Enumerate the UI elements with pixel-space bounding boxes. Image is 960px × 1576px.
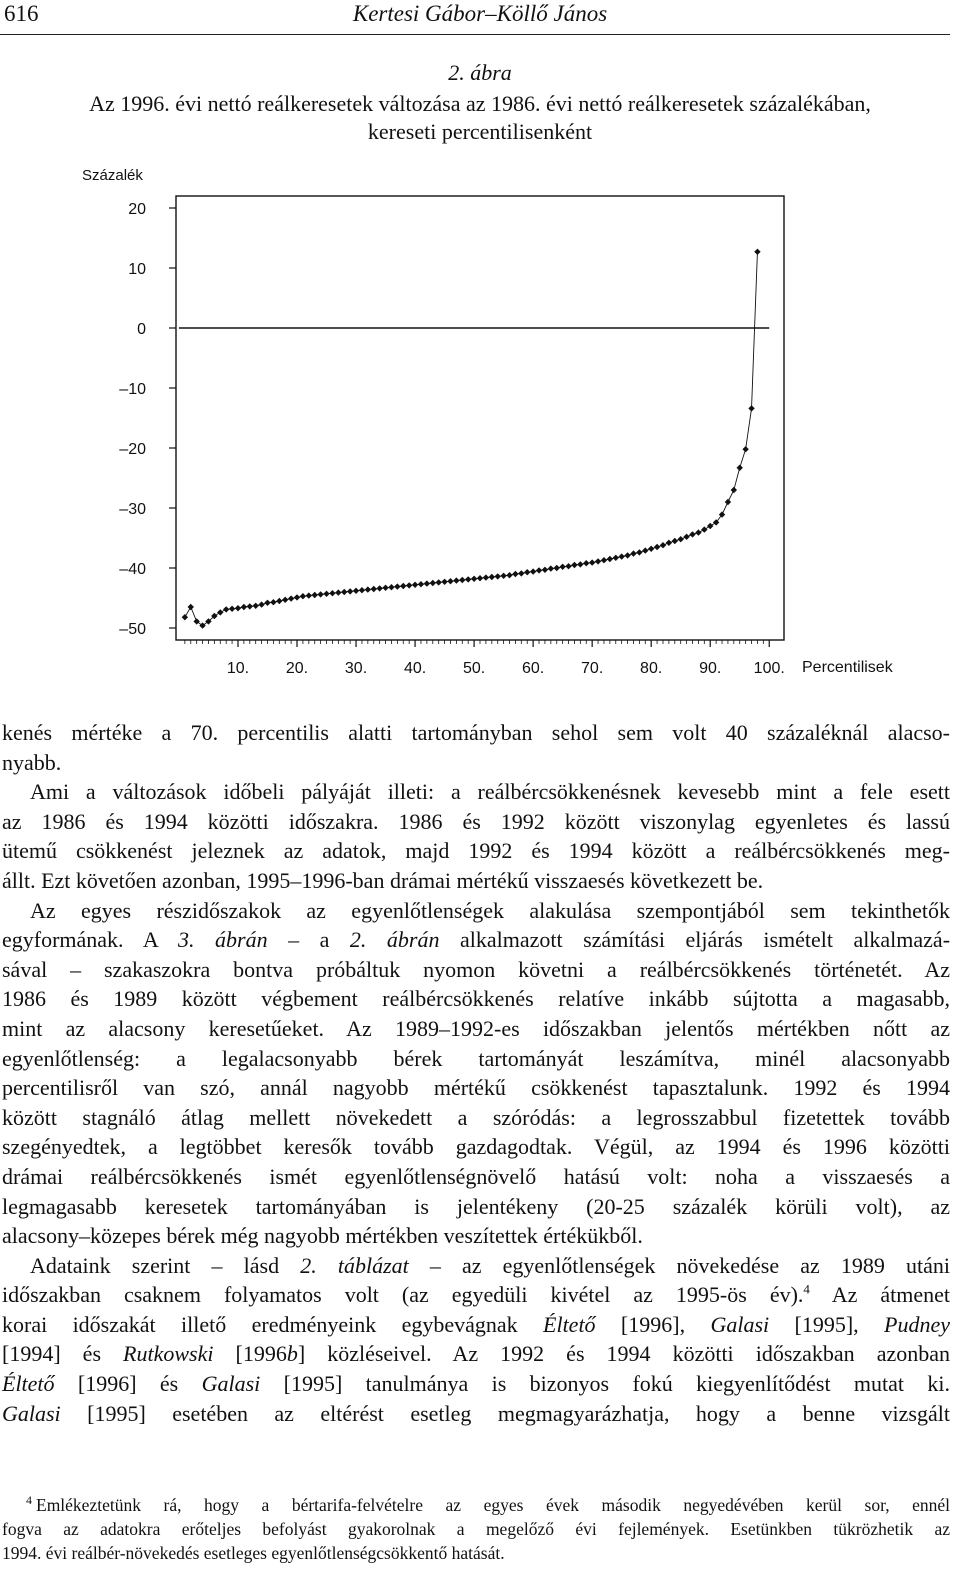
text-line: szegényedtek, a legtöbbet keresők tovább gazdagodtak. Végül, az 1994 és 1996 közötti (2, 1134, 950, 1160)
x-tick-label: 90. (699, 660, 722, 677)
data-point (300, 593, 306, 599)
data-point (554, 565, 560, 571)
data-point (288, 595, 294, 601)
paragraph (2, 1251, 950, 1429)
data-point (630, 550, 636, 556)
text-line: percentilisről van szó, annál nagyobb mértékű csökkenést tapasztalunk. 1992 és 1994 (2, 1075, 950, 1101)
text-line: egyenlőtlenség: a legalacsonyabb bérek tartományát leszámítva, minél alacsonyabb (2, 1045, 950, 1071)
data-point (247, 603, 253, 609)
data-point (294, 594, 300, 600)
data-point (217, 609, 223, 615)
x-tick-label: 40. (403, 660, 427, 677)
series-markers (182, 249, 761, 629)
data-point (737, 465, 743, 471)
data-point (477, 575, 483, 581)
data-point (382, 585, 388, 591)
data-point (695, 529, 701, 535)
data-point (418, 581, 424, 587)
data-point (453, 577, 459, 583)
x-tick-label: 30. (344, 660, 368, 677)
footnote-line: $^4$ Emlékeztetünk rá, hogy a bértarifa-felvételre az egyes évek második negyedévében kerül sor, ennél (26, 1493, 950, 1515)
paragraph (2, 777, 950, 895)
text-line: [1994] és Rutkowski [1996b] közléseivel. Az 1992 és 1994 közötti időszakban azonban (2, 1341, 950, 1367)
data-point (229, 606, 235, 612)
data-point (583, 560, 589, 566)
data-point (530, 568, 536, 574)
x-tick-label: 80. (640, 660, 663, 677)
data-point (182, 614, 188, 620)
data-point (406, 582, 412, 588)
data-point (500, 573, 506, 579)
data-point (235, 605, 241, 611)
text-line: alacsony–közepes bérek még nagyobb mértékben veszítettek értékükből. (2, 1223, 643, 1249)
data-point (376, 585, 382, 591)
y-tick-label: 0 (137, 321, 146, 338)
data-point (388, 584, 394, 590)
data-point (441, 579, 447, 585)
data-point (359, 587, 365, 593)
data-point (483, 574, 489, 580)
text-line: egyformának. A 3. ábrán – a 2. ábrán alkalmazott számítási eljárás ismételt alkalmazá- (2, 927, 951, 953)
data-point (636, 549, 642, 555)
data-point (424, 580, 430, 586)
data-point (241, 604, 247, 610)
text-line: legmagasabb keresetek tartományában is jelentékeny (20-25 százalék körüli volt), az (2, 1193, 950, 1219)
figure-caption (20, 90, 940, 146)
data-point (689, 531, 695, 537)
text-line: drámai reálbércsökkenés ismét egyenlőtlenségnövelő hatású volt: noha a visszaesés a (2, 1163, 950, 1189)
data-point (394, 583, 400, 589)
text-line: kenés mértéke a 70. percentilis alatti tartományban sehol sem volt 40 százaléknál alacso- (2, 720, 950, 745)
text-line: az 1986 és 1994 közötti időszakra. 1986 és 1992 között viszonylag egyenletes és lassú (2, 808, 950, 834)
text-line: sával – szakaszokra bontva próbáltuk nyomon követni a reálbércsökkenés történetét. Az (2, 956, 950, 982)
data-point (282, 597, 288, 603)
data-point (677, 536, 683, 542)
text-line: Az egyes részidőszakok az egyenlőtlenségek alakulása szempontjából sem tekinthetők (30, 897, 950, 923)
footnote-line: 1994. évi reálbér-növekedés esetleges egyenlőtlenségcsökkentő hatását. (2, 1543, 505, 1563)
y-tick-label: 10 (128, 261, 146, 278)
text-line: között stagnáló átlag mellett növekedett a szóródás: a legrosszabbul fizetettek tovább (2, 1104, 950, 1130)
data-point (258, 601, 264, 607)
data-point (748, 405, 754, 411)
data-point (412, 582, 418, 588)
y-tick-label: –30 (119, 501, 146, 518)
text-line: időszakban csaknem folyamatos volt (az egyedüli kivétel az 1995-ös év).$^4$ Az átmenet (2, 1281, 950, 1308)
x-tick-label: 100. (753, 660, 785, 677)
data-point (447, 578, 453, 584)
text-line: korai időszakát illető eredményeink egybevágnak Éltető [1996], Galasi [1995], Pudney (2, 1311, 950, 1337)
data-point (601, 557, 607, 563)
text-line: nyabb. (2, 749, 62, 775)
x-tick-label: 10. (226, 660, 250, 677)
data-point (512, 571, 518, 577)
data-point (536, 567, 542, 573)
data-point (435, 579, 441, 585)
data-point (666, 540, 672, 546)
paragraph (2, 718, 950, 777)
data-point (672, 538, 678, 544)
figure-caption-line: kereseti percentilisenként (367, 119, 593, 144)
data-point (347, 588, 353, 594)
data-point (471, 576, 477, 582)
data-point (607, 556, 613, 562)
y-axis-ticks (119, 201, 176, 638)
x-axis-ticks (185, 640, 785, 677)
text-line: mint az alacsony keresetűeket. Az 1989–1992-es időszakban jelentős mértékben nőtt az (2, 1015, 950, 1041)
data-point (660, 542, 666, 548)
data-point (754, 249, 760, 255)
data-point (654, 544, 660, 550)
data-point (264, 600, 270, 606)
data-point (312, 592, 318, 598)
data-point (731, 487, 737, 493)
x-tick-label: 70. (581, 660, 604, 677)
data-point (430, 580, 436, 586)
data-point (252, 603, 258, 609)
data-point (565, 563, 571, 569)
data-point (742, 446, 748, 452)
y-tick-label: –50 (119, 621, 146, 638)
y-tick-label: –40 (119, 561, 146, 578)
data-point (353, 588, 359, 594)
text-line: Éltető [1996] és Galasi [1995] tanulmánya is bizonyos fokú kiegyenlítődést mutat ki. (2, 1371, 951, 1397)
data-point (524, 569, 530, 575)
data-point (577, 561, 583, 567)
x-tick-label: 20. (285, 660, 309, 677)
data-point (188, 604, 194, 610)
plot-frame (176, 196, 784, 640)
data-point (648, 546, 654, 552)
data-point (518, 570, 524, 576)
data-point (459, 577, 465, 583)
data-point (589, 559, 595, 565)
data-point (317, 591, 323, 597)
paragraph (2, 896, 950, 1251)
y-tick-label: –10 (119, 381, 146, 398)
data-point (270, 599, 276, 605)
text-line: Adataink szerint – lásd 2. táblázat – az egyenlőtlenségek növekedése az 1989 utáni (30, 1252, 950, 1278)
data-point (465, 576, 471, 582)
figure-caption-line: Az 1996. évi nettó reálkeresetek változása az 1986. évi nettó reálkeresetek százalékában, (89, 91, 871, 116)
data-point (193, 618, 199, 624)
data-point (495, 573, 501, 579)
data-point (335, 589, 341, 595)
data-point (341, 589, 347, 595)
data-point (624, 552, 630, 558)
data-point (365, 586, 371, 592)
data-point (223, 606, 229, 612)
page-header (0, 0, 950, 35)
text-line: ütemű csökkenést jeleznek az adatok, majd 1992 és 1994 között a reálbércsökkenés meg- (2, 838, 950, 864)
data-point (329, 590, 335, 596)
text-line: állt. Ezt követően azonban, 1995–1996-ban drámai mértékű visszaesés következett be. (2, 867, 764, 893)
data-point (506, 572, 512, 578)
y-axis-label: Százalék (82, 167, 143, 184)
running-head: Kertesi Gábor–Köllő János (352, 1, 608, 26)
body-text (2, 718, 950, 1428)
data-point (613, 555, 619, 561)
x-tick-label: 60. (522, 660, 545, 677)
x-axis-label: Percentilisek (802, 659, 893, 676)
data-point (199, 622, 205, 628)
y-tick-label: 20 (128, 201, 146, 218)
data-point (618, 553, 624, 559)
footnote-mark: 4 (26, 1493, 32, 1508)
data-point (276, 598, 282, 604)
line-chart (0, 160, 960, 690)
footnote (2, 1493, 950, 1565)
x-tick-label: 50. (462, 660, 486, 677)
figure-number: 2. ábra (448, 60, 512, 85)
data-point (548, 565, 554, 571)
y-tick-label: –20 (119, 441, 146, 458)
data-point (701, 526, 707, 532)
data-point (595, 558, 601, 564)
data-point (323, 591, 329, 597)
text-line: Galasi [1995] esetében az eltérést esetleg megmagyarázhatja, hogy a benne vizsgált (2, 1400, 950, 1426)
text-line: 1986 és 1989 között végbement reálbércsökkenés relatíve inkább sújtotta a magasabb, (2, 986, 950, 1012)
data-point (683, 534, 689, 540)
footnote-line: fogva az adatokra erőteljes befolyást gyakorolnak a megelőző évi fejlemények. Esetünkben tükrözhetik az (2, 1519, 950, 1539)
data-point (707, 523, 713, 529)
data-point (725, 499, 731, 505)
data-point (642, 547, 648, 553)
footnote-reference: 4 (803, 1281, 810, 1297)
data-point (489, 574, 495, 580)
data-point (306, 592, 312, 598)
series-line (185, 252, 758, 626)
data-point (371, 586, 377, 592)
page-number: 616 (4, 1, 39, 26)
text-line: Ami a változások időbeli pályáját illeti: a reálbércsökkenésnek kevesebb mint a fele esett (30, 779, 950, 805)
data-point (400, 583, 406, 589)
data-point (542, 567, 548, 573)
data-point (559, 564, 565, 570)
data-point (571, 562, 577, 568)
